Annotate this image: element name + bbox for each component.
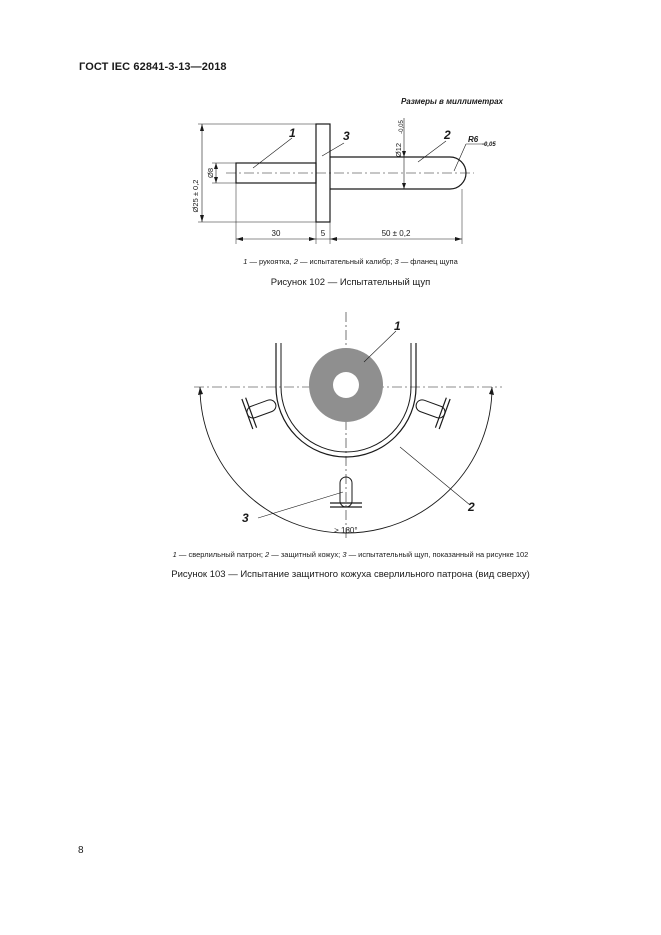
fig102-dim-len-30: 30 <box>271 229 281 238</box>
fig102-dim-d12-tol: -0,05 <box>399 120 405 134</box>
fig102-radius-tol: -0,05 <box>482 142 496 148</box>
fig102-label-3: 3 <box>343 129 350 143</box>
fig102-dim-d12: Ø12 <box>394 142 403 158</box>
legend103-text-1: — сверлильный патрон; <box>176 550 266 559</box>
legend103-text-3: — испытательный щуп, показанный на рисунке 102 <box>346 550 529 559</box>
fig102-dim-len-5: 5 <box>320 229 326 238</box>
legend102-text-2: — испытательный калибр; <box>297 257 395 266</box>
legend103-key-1: 1 <box>172 550 177 559</box>
figure-102-legend <box>120 257 581 266</box>
fig103-label-2: 2 <box>468 500 475 514</box>
figure-103-legend <box>80 550 621 559</box>
fig102-label-2: 2 <box>444 128 451 142</box>
leader-2 <box>418 141 446 162</box>
legend102-text-1: — рукоятка, <box>247 257 294 266</box>
legend102-key-1: 1 <box>243 257 248 266</box>
leader-3 <box>322 143 344 156</box>
fig103-label-3: 3 <box>242 511 249 525</box>
fig103-leader-3 <box>258 492 343 518</box>
figure-103-caption: Рисунок 103 — Испытание защитного кожуха сверлильного патрона (вид сверху) <box>171 569 530 580</box>
probe-position-right <box>411 389 450 429</box>
fig103-label-1: 1 <box>394 319 401 333</box>
page-number: 8 <box>78 845 84 856</box>
drill-chuck-bore <box>333 372 359 398</box>
fig103-angle-label: ≥ 180° <box>334 526 358 535</box>
fig102-label-1: 1 <box>289 126 296 140</box>
figure-102-caption: Рисунок 102 — Испытательный щуп <box>270 277 431 288</box>
units-note: Размеры в миллиметрах <box>400 97 503 106</box>
legend102-text-3: — фланец щупа <box>398 257 458 266</box>
fig102-radius: R6 <box>468 135 479 144</box>
legend103-text-2: — защитный кожух; <box>269 550 343 559</box>
legend103-key-2: 2 <box>265 550 270 559</box>
figure-102-drawing <box>198 118 486 244</box>
fig102-dim-d8: Ø8 <box>206 167 215 179</box>
fig103-leader-1 <box>364 331 396 362</box>
probe-position-left <box>242 389 281 429</box>
fig102-dim-len-50: 50 ± 0,2 <box>381 229 411 238</box>
figure-103-drawing <box>194 312 502 540</box>
fig102-dim-d25: Ø25 ± 0,2 <box>191 179 200 213</box>
legend103-key-3: 3 <box>342 550 347 559</box>
legend102-key-2: 2 <box>293 257 298 266</box>
fig103-leader-2 <box>400 447 470 505</box>
legend102-key-3: 3 <box>394 257 399 266</box>
document-header: ГОСТ IEC 62841-3-13—2018 <box>79 61 227 73</box>
